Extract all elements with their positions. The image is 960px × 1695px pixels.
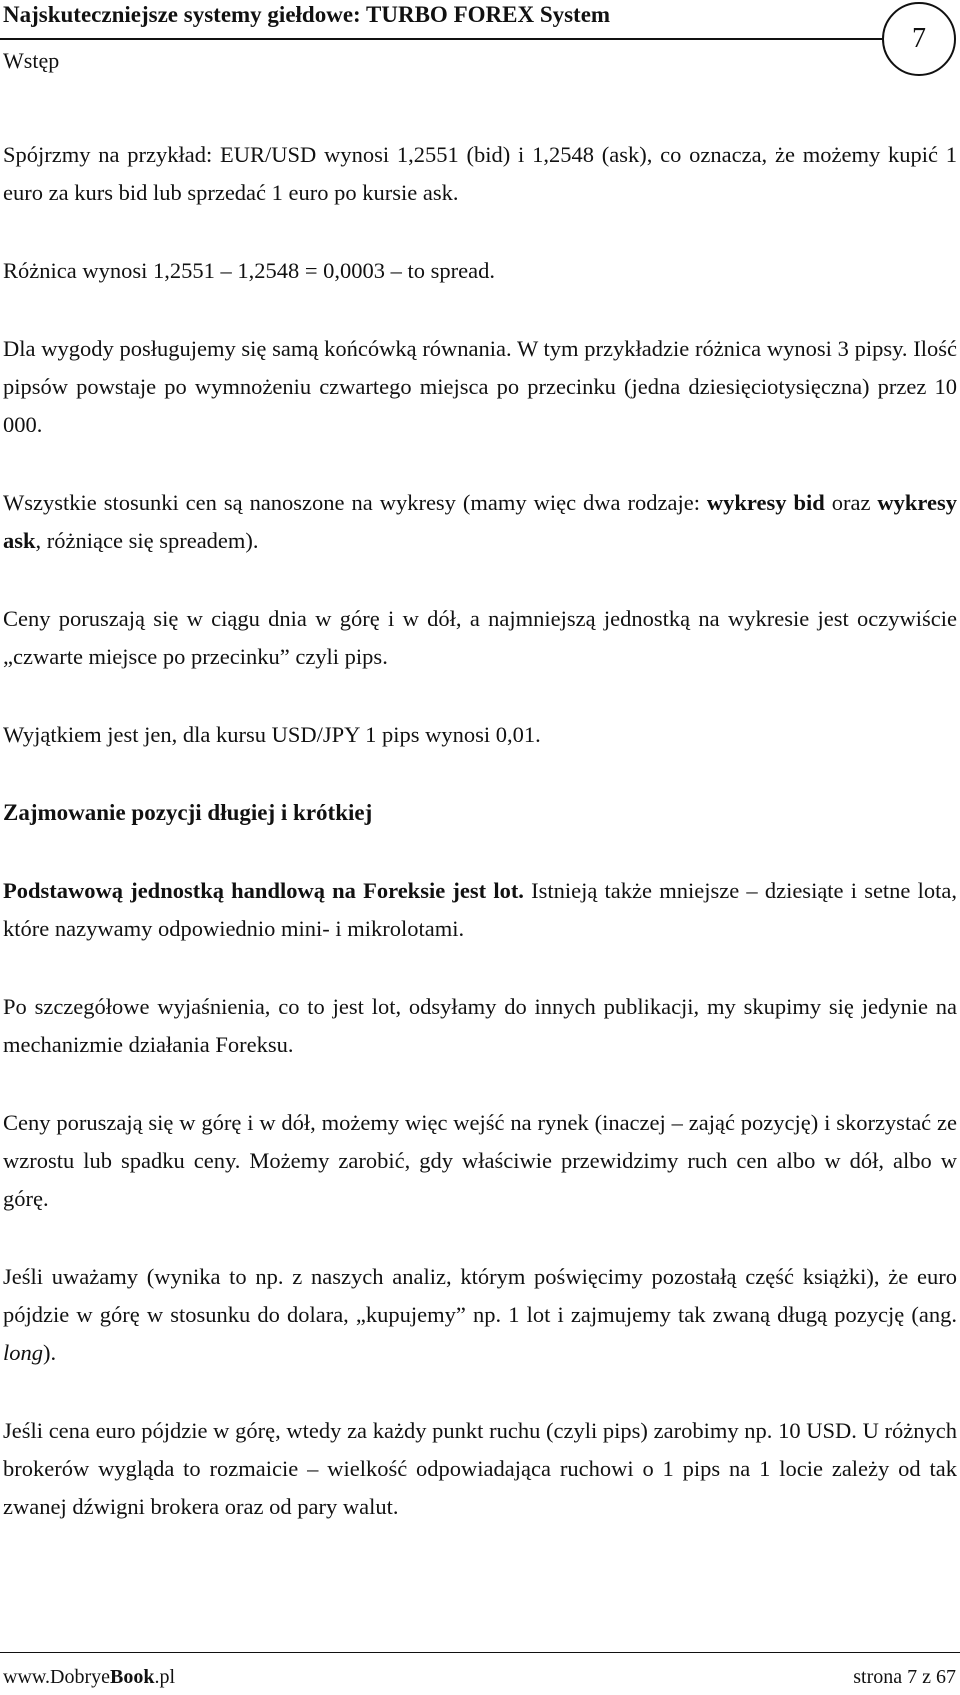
paragraph-7-text: Istnieją także mniejsze – dziesiąte i setne lota, które nazywamy odpowiednio mini- i mikrolotami.: [3, 878, 957, 941]
paragraph-4-text-a: Wszystkie stosunki cen są nanoszone na wykresy (mamy więc dwa rodzaje:: [3, 490, 707, 515]
page-number: 7: [912, 23, 926, 54]
paragraph-11: Jeśli cena euro pójdzie w górę, wtedy za każdy punkt ruchu (czyli pips) zarobimy np. 10 USD. U różnych brokerów wygląda to rozmaicie – wielkość odpowiadająca ruchowi o 1 pips na 1 locie zależy od tak zwanej dźwigni brokera oraz od pary walut.: [3, 1418, 957, 1519]
header-rule: [0, 38, 888, 40]
paragraph-4: [3, 484, 957, 560]
paragraph-2: Różnica wynosi 1,2551 – 1,2548 = 0,0003 – to spread.: [3, 258, 496, 283]
page-content: [3, 136, 957, 1566]
footer-rule: [0, 1652, 960, 1653]
paragraph-5: Ceny poruszają się w ciągu dnia w górę i w dół, a najmniejszą jednostką na wykresie jest oczywiście „czwarte miejsce po przecinku” czyli pips.: [3, 606, 957, 669]
footer-page-info: strona 7 z 67: [853, 1666, 956, 1688]
paragraph-10-italic: long: [3, 1340, 44, 1365]
section-name: Wstęp: [3, 48, 60, 73]
book-title: Najskuteczniejsze systemy giełdowe: TURBO FOREX System: [3, 2, 611, 27]
paragraph-4-bold-ask: wykresy ask: [3, 490, 957, 553]
paragraph-4-text-c: , różniące się spreadem).: [35, 528, 259, 553]
paragraph-8: Po szczegółowe wyjaśnienia, co to jest lot, odsyłamy do innych publikacji, my skupimy się jedynie na mechanizmie działania Foreksu.: [3, 994, 957, 1057]
paragraph-4-text-b: oraz: [824, 490, 878, 515]
paragraph-1: Spójrzmy na przykład: EUR/USD wynosi 1,2551 (bid) i 1,2548 (ask), co oznacza, że możemy kupić 1 euro za kurs bid lub sprzedać 1 euro po kursie ask.: [3, 142, 957, 205]
paragraph-3: Dla wygody posługujemy się samą końcówką równania. W tym przykładzie różnica wynosi 3 pipsy. Ilość pipsów powstaje po wymnożeniu czwartego miejsca po przecinku (jedna dziesięciotysięczna) przez 10 000.: [3, 336, 957, 437]
paragraph-7-bold: Podstawową jednostką handlową na Foreksie jest lot.: [3, 878, 524, 903]
footer-site-link[interactable]: [3, 1665, 175, 1689]
paragraph-7: [3, 872, 957, 948]
paragraph-10-text-b: ).: [43, 1340, 57, 1365]
paragraph-4-bold-bid: wykresy bid: [706, 490, 825, 515]
paragraph-10-text-a: Jeśli uważamy (wynika to np. z naszych analiz, którym poświęcimy pozostałą część książki), że euro pójdzie w górę w stosunku do dolara, „kupujemy” np. 1 lot i zajmujemy tak zwaną długą pozycję (ang.: [3, 1264, 957, 1327]
paragraph-6: Wyjątkiem jest jen, dla kursu USD/JPY 1 pips wynosi 0,01.: [3, 722, 541, 747]
footer-site-suffix: .pl: [154, 1666, 176, 1688]
section-heading: Zajmowanie pozycji długiej i krótkiej: [3, 800, 373, 825]
page-number-badge: [882, 2, 956, 76]
footer-site-bold: Book: [110, 1666, 155, 1688]
footer-site-prefix: www.Dobrye: [3, 1666, 111, 1688]
paragraph-10: [3, 1258, 957, 1372]
paragraph-9: Ceny poruszają się w górę i w dół, możemy więc wejść na rynek (inaczej – zająć pozycję) i skorzystać ze wzrostu lub spadku ceny. Możemy zarobić, gdy właściwie przewidzimy ruch cen albo w dół, albo w górę.: [3, 1110, 957, 1211]
